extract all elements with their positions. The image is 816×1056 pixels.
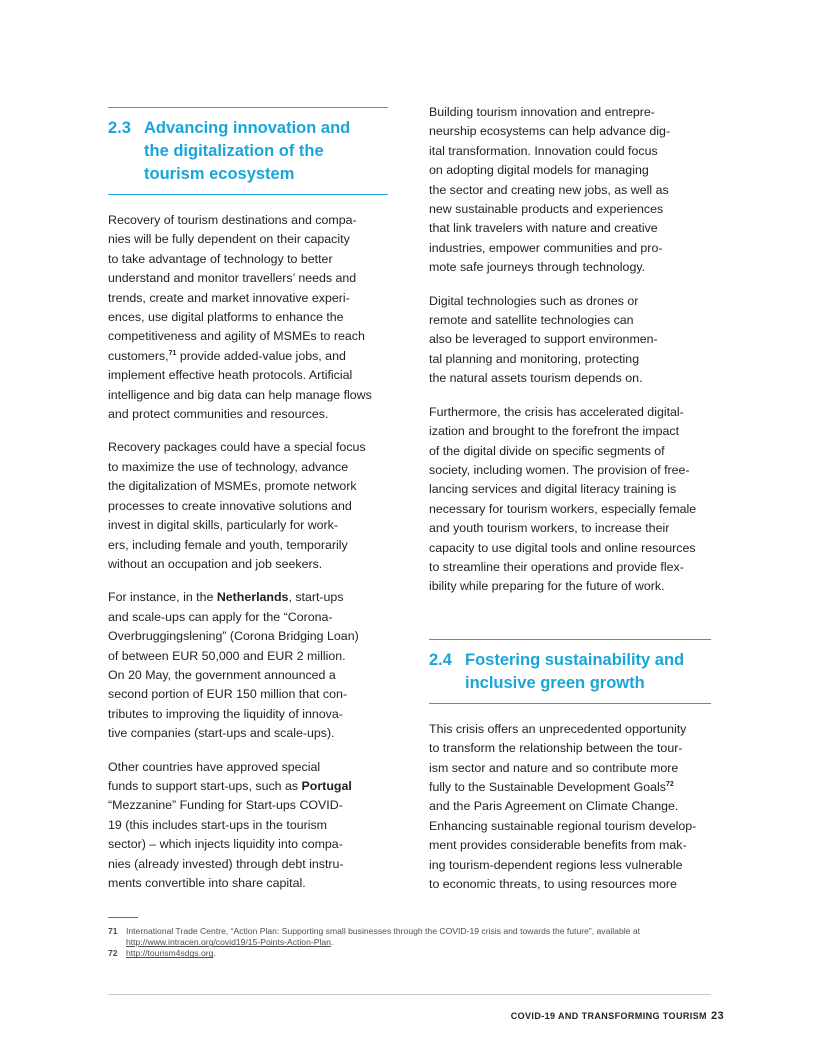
footnote-link[interactable]: http://www.intracen.org/covid19/15-Points-Action-Plan: [126, 937, 331, 948]
section-heading-2-3: [108, 107, 388, 195]
paragraph: Building tourism innovation and entrepre- neurship ecosystems can help advance dig- ital transformation. Innovation could focus on adopting digital models for managing the sector and creating new jobs, as well as new sustainable products and experiences that link travelers with nature and creative industries, empower communities and pro- mote safe journeys through technology.: [429, 105, 671, 275]
section-number: 2.3: [108, 119, 131, 137]
footnotes: [108, 926, 708, 960]
section-number: 2.4: [429, 650, 452, 669]
country-portugal: Portugal: [301, 778, 352, 793]
page-number: 23: [710, 1010, 724, 1022]
paragraph: For instance, in the Netherlands, start-ups and scale-ups can apply for the “Corona- Overbruggingslening” (Corona Bridging Loan) of between EUR 50,000 and EUR 2 million. On 20 May, the government announced a second portion of EUR 150 million that con- tributes to improving the liquidity of innova- tive companies (start-ups and scale-ups).: [108, 590, 359, 741]
running-title: COVID-19 AND TRANSFORMING TOURISM: [510, 1011, 707, 1021]
footnote-ref-72[interactable]: 72: [665, 780, 674, 788]
footer-divider: [108, 994, 711, 995]
right-column: [429, 103, 711, 894]
section-title-line: inclusive green growth: [465, 673, 645, 692]
paragraph: Furthermore, the crisis has accelerated digital- ization and brought to the forefront the impact of the digital divide on specific segments of society, including women. The provision of free- lancing services and digital literacy training is necessary for tourism workers, especially female and youth tourism workers, to increase their capacity to use digital tools and online resources to streamline their operations and provide flex- ibility while preparing for the future of work.: [429, 404, 697, 594]
paragraph: Digital technologies such as drones or remote and satellite technologies can also be leveraged to support environmen- tal planning and monitoring, protecting the natural assets tourism depends on.: [429, 293, 658, 386]
section-title-line: Advancing innovation and: [144, 119, 351, 137]
section-heading-2-4: [429, 639, 711, 704]
left-column: [108, 107, 388, 893]
section-title: [144, 117, 388, 186]
footnote-link[interactable]: http://tourism4sdgs.org: [126, 948, 214, 959]
paragraph: Recovery of tourism destinations and compa- nies will be fully dependent on their capacity to take advantage of technology to better understand and monitor travellers’ needs and trends, create and market innovative experi- ences, use digital platforms to enhance the competitiveness and agility of MSMEs to reach customers,$^{71}$ provide added-value jobs, and implement effective heath protocols. Artificial intelligence and big data can help manage flows and protect communities and resources.: [108, 213, 372, 422]
footnote-71: 71 International Trade Centre, “Action Plan: Supporting small businesses through the COVID-19 crisis and towards the future”, available at http://www.intracen.org/covid19/15-Points-Action-Plan.: [108, 926, 640, 948]
section-title-line: tourism ecosystem: [144, 165, 295, 183]
page-footer: [511, 1010, 724, 1022]
section-title: [465, 649, 711, 695]
footnote-72: 72 http://tourism4sdgs.org.: [108, 948, 216, 959]
footnote-ref-71[interactable]: 71: [168, 349, 177, 357]
footnote-divider: [108, 917, 138, 918]
paragraph: Other countries have approved special funds to support start-ups, such as Portugal “Mezzanine” Funding for Start-ups COVID- 19 (this includes start-ups in the tourism sector) – which injects liquidity into compa- nies (already invested) through debt instru- ments convertible into share capital.: [108, 759, 352, 890]
paragraph: Recovery packages could have a special focus to maximize the use of technology, advance the digitalization of MSMEs, promote network processes to create innovative solutions and invest in digital skills, particularly for work- ers, including female and youth, temporarily without an occupation and job seekers.: [108, 440, 366, 571]
section-title-line: Fostering sustainability and: [465, 650, 685, 669]
paragraph: This crisis offers an unprecedented opportunity to transform the relationship between the tour- ism sector and nature and so contribute more fully to the Sustainable Development Goals$^{72}$ and the Paris Agreement on Climate Change. Enhancing sustainable regional tourism develop- ment provides considerable benefits from mak- ing tourism-dependent regions less vulnerable to economic threats, to using resources more: [429, 721, 697, 891]
country-netherlands: Netherlands: [216, 590, 289, 605]
section-title-line: the digitalization of the: [144, 142, 324, 160]
